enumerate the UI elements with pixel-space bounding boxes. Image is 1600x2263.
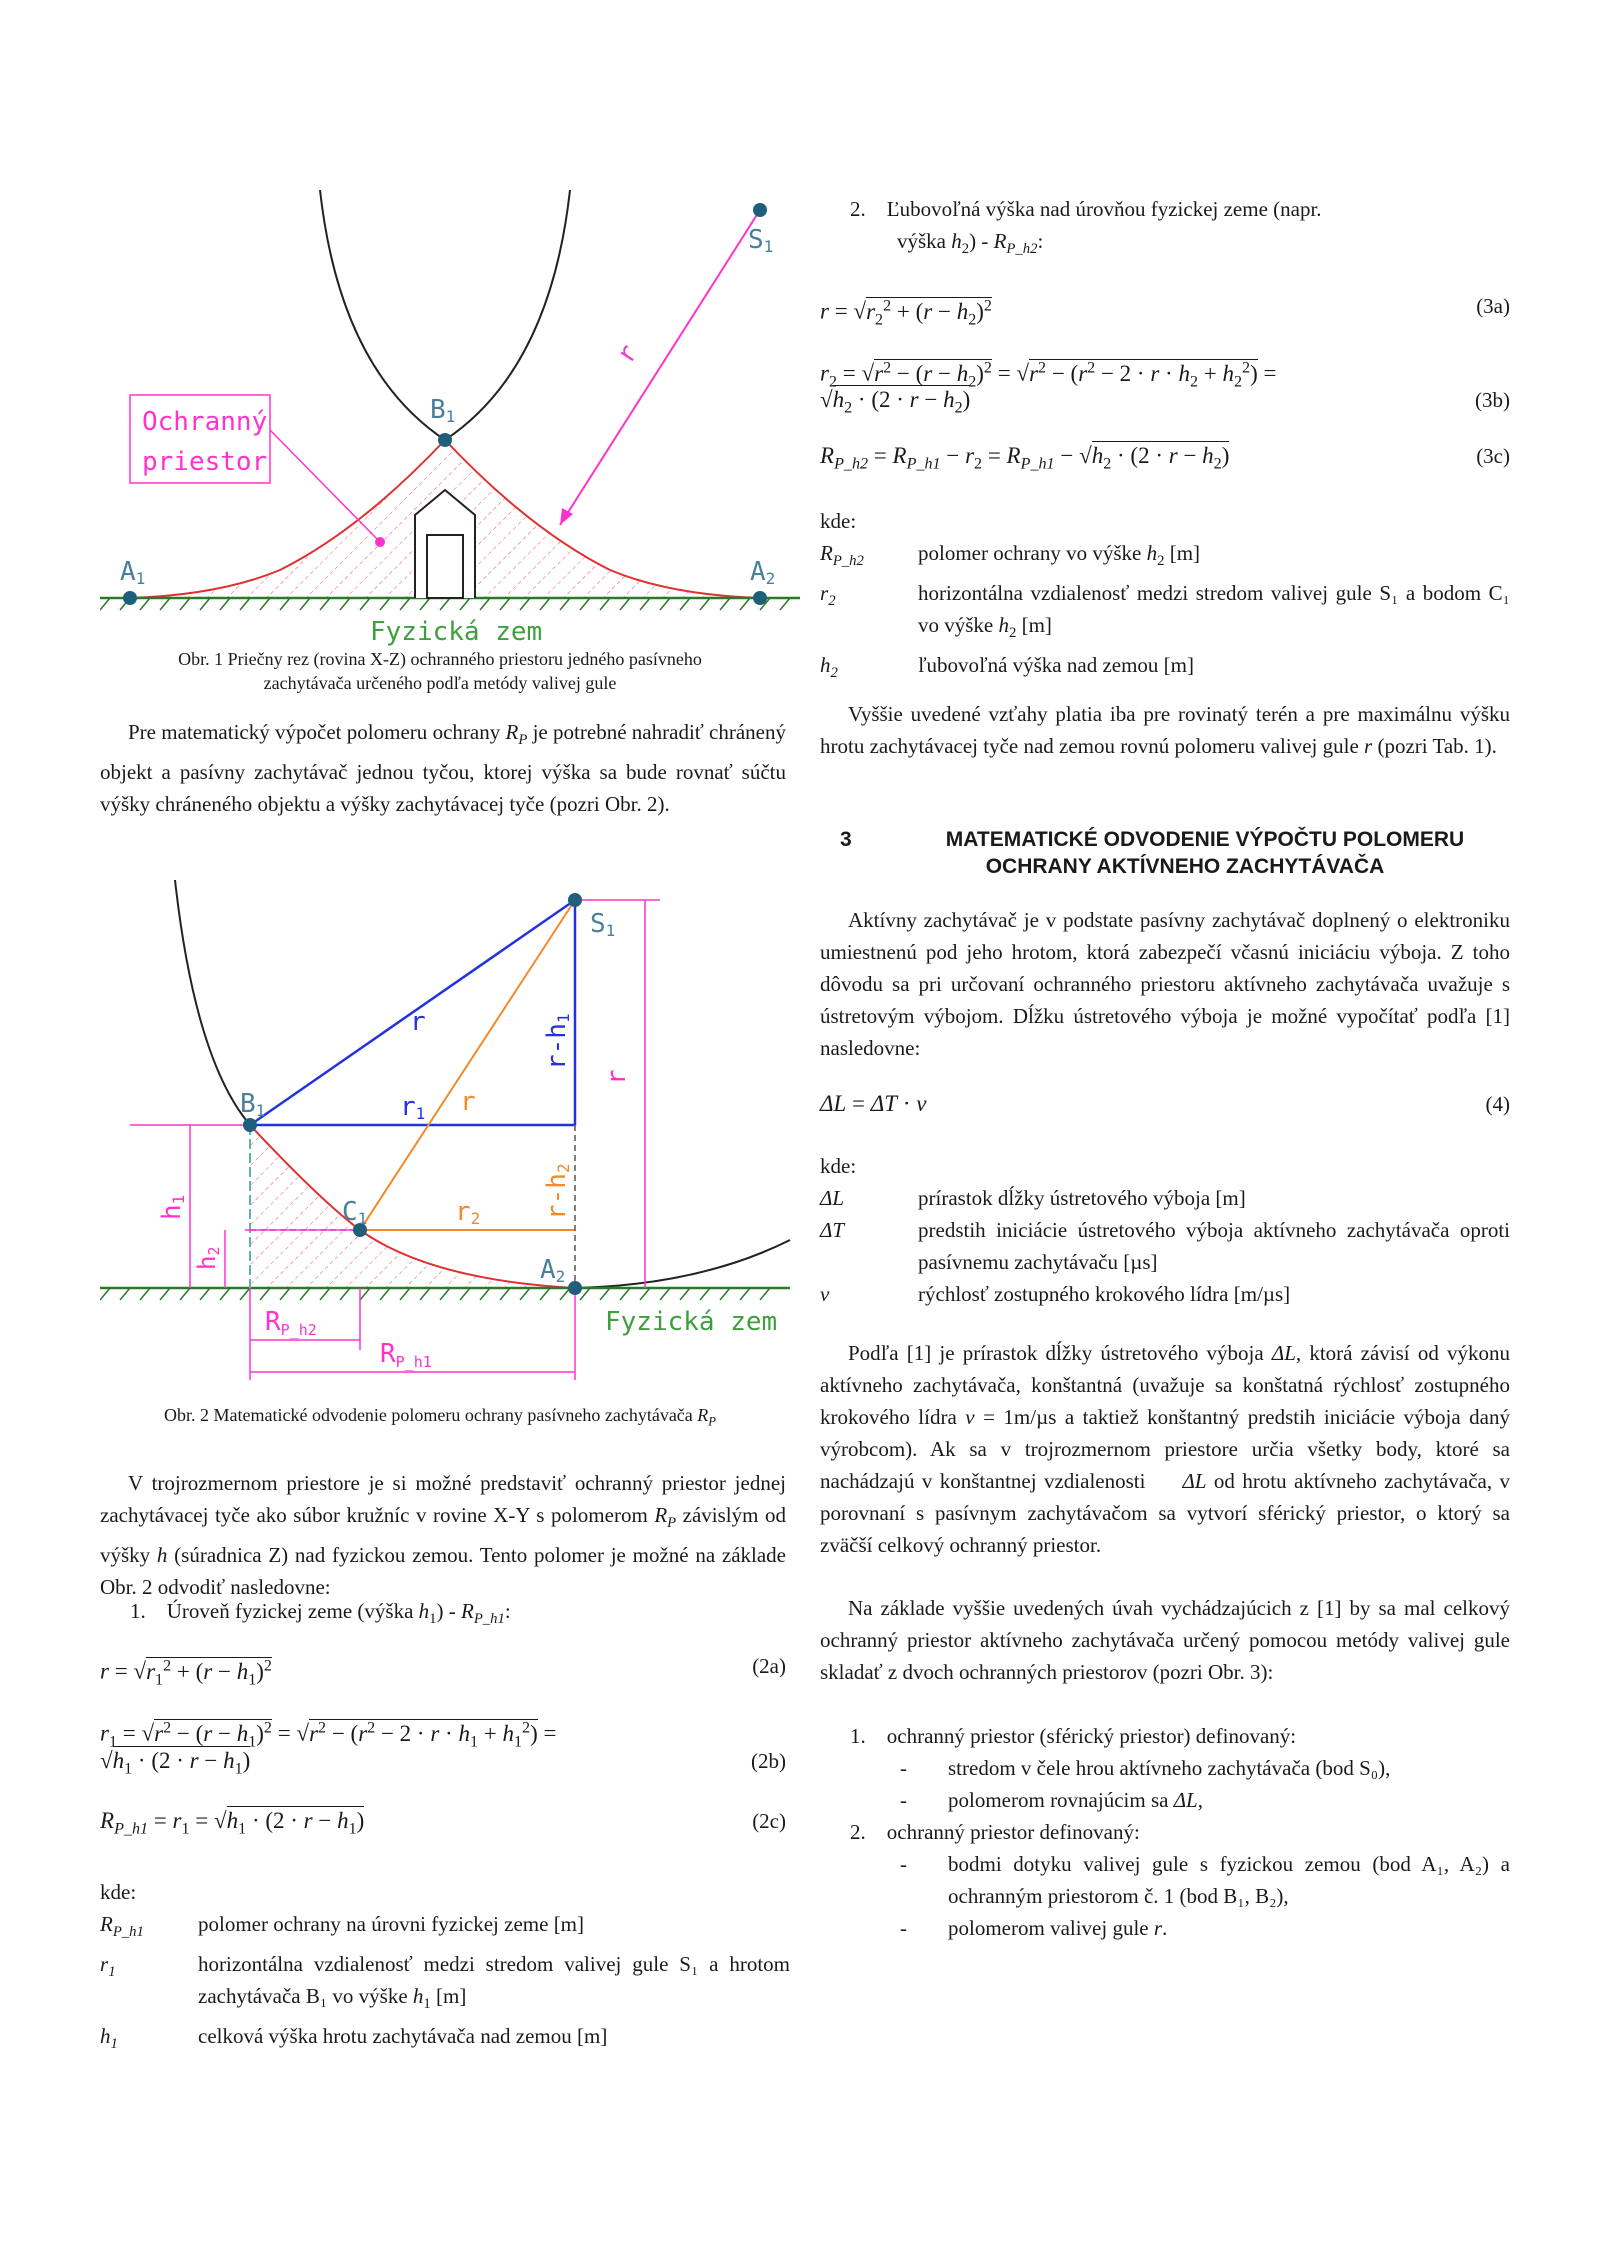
figure-1 <box>100 190 800 660</box>
equation-3b: $r_2 = √r^2 - (r - h_2)^2 = √r^2 - (r^2 - 2 \cdot r \cdot h_2 + h_2^2)$ = <box>820 359 1277 391</box>
label-zone-1: Ochranný <box>142 407 268 437</box>
equation-2a: $r = √r_1^2 + (r - h_1)^2$ (2a) <box>100 1654 786 1689</box>
def-row: $r_1$ horizontálna vzdialenosť medzi stredom valivej gule S₁ a hrotom zachytávača B₁ vo výške $h_1$ [m] <box>100 1952 790 2013</box>
label-s1: S1 <box>590 909 616 940</box>
label-r-h1: r-h1 <box>542 1013 573 1070</box>
label-zone-2: priestor <box>142 447 268 477</box>
point-a2 <box>568 1281 582 1295</box>
fig1-caption-line-2: zachytávača určeného podľa metódy valivej gule <box>263 673 617 693</box>
label-r-h2: r-h2 <box>542 1163 573 1220</box>
list-item: 1. ochranný priestor (sférický priestor) definovaný: <box>850 1724 1297 1748</box>
label-r-orange: r <box>460 1087 476 1117</box>
label-h2: h2 <box>193 1246 223 1270</box>
label-b1: B1 <box>430 395 456 426</box>
equation-4: ΔL = ΔT · v (4) <box>820 1091 1510 1116</box>
kde-label: kde: <box>100 1880 137 1904</box>
equation-3b-cont: $√h_2 \cdot (2 \cdot r - h_2)$ (3b) <box>820 387 1510 417</box>
point-s1 <box>753 203 767 217</box>
equation-2b-cont: $√h_1 \cdot (2 \cdot r - h_1)$ (2b) <box>100 1748 786 1778</box>
label-r: r <box>610 339 645 369</box>
left-list-item-1: 1. Úroveň fyzickej zeme (výška $h_1) - R_{P\_h1}$: <box>130 1599 511 1628</box>
def-row: v rýchlosť zostupného krokového lídra [m/µs] <box>820 1282 1291 1306</box>
def-row: $h_1$ celková výška hrotu zachytávača nad zemou [m] <box>100 2024 608 2053</box>
equation-3a: $r = √r_2^2 + (r - h_2)^2$ (3a) <box>820 294 1510 329</box>
label-a1: A1 <box>120 557 146 588</box>
right-paragraph-2: Aktívny zachytávač je v podstate pasívny zachytávač doplnený o elektroniku umiestnenú pod jeho hrotom, ktorá zabezpečí včasnú iniciáciu výboja. Z toho dôvodu sa pri určovaní ochranného priestoru aktívneho zachytávača uvažuje s ústretovým výbojom. Dĺžku ústretového výboja je možné vypočítať podľa [1] nasledovne: <box>820 908 1510 1060</box>
list-item: - polomerom rovnajúcim sa ΔL, <box>900 1788 1203 1812</box>
right-paragraph-4: Na základe vyššie uvedených úvah vychádzajúcich z [1] by sa mal celkový ochranný priestor aktívneho zachytávača určený pomocou metódy valivej gule skladať z dvoch ochranných priestorov (pozri Obr. 3): <box>820 1596 1510 1684</box>
radius-arrow <box>560 210 760 525</box>
label-ground: Fyzická zem <box>370 617 543 647</box>
def-row: $R_{P\_h1}$ polomer ochrany na úrovni fyzickej zeme [m] <box>100 1912 585 1941</box>
list-item: - stredom v čele hrou aktívneho zachytávača (bod S₀), <box>900 1756 1391 1780</box>
point-a1 <box>123 591 137 605</box>
def-row: $r_2$ horizontálna vzdialenosť medzi stredom valivej gule S₁ a bodom C₁ vo výške $h_2$ [m] <box>820 581 1510 642</box>
point-b1 <box>243 1118 257 1132</box>
right-paragraph-1: Vyššie uvedené vzťahy platia iba pre rovinatý terén a pre maximálnu výšku hrotu zachytávacej tyče nad zemou rovnú polomeru valivej gule r (pozri Tab. 1). <box>820 702 1510 758</box>
rolling-sphere-right-arc <box>445 190 570 440</box>
ground-hatch <box>100 1288 770 1300</box>
label-s1: S1 <box>748 225 774 256</box>
zone-pointer-dot <box>375 537 385 547</box>
left-paragraph-1: Pre matematický výpočet polomeru ochrany $R_P$ je potrebné nahradiť chránený objekt a pasívny zachytávač jednou tyčou, ktorej výška sa bude rovnať súčtu výšky chráneného objektu a výšky zachytávacej tyče (pozri Obr. 2). <box>100 720 786 817</box>
point-s1 <box>568 893 582 907</box>
equation-2b: $r_1 = √r^2 - (r - h_1)^2 = √r^2 - (r^2 - 2 \cdot r \cdot h_1 + h_1^2)$ = <box>100 1719 557 1751</box>
point-b1 <box>438 433 452 447</box>
def-row: ΔL prírastok dĺžky ústretového výboja [m] <box>820 1186 1246 1210</box>
radius-arrowhead <box>560 508 573 525</box>
list-item: - polomerom valivej gule r. <box>900 1916 1168 1940</box>
section-heading: 3 MATEMATICKÉ ODVODENIE VÝPOČTU POLOMERU OCHRANY AKTÍVNEHO ZACHYTÁVAČA <box>840 828 1465 878</box>
def-row: ΔT predstih iniciácie ústretového výboja aktívneho zachytávača oproti pasívnemu zachytávaču [µs] <box>820 1218 1510 1274</box>
label-r-vertical: r <box>602 1069 632 1085</box>
right-list <box>850 1720 1510 1944</box>
label-r2: r2 <box>455 1197 481 1228</box>
fig1-caption <box>90 647 790 695</box>
list-item: 2. ochranný priestor definovaný: <box>850 1820 1140 1844</box>
rolling-sphere-left-arc <box>175 880 250 1125</box>
left-paragraph-2: V trojrozmernom priestore je si možné predstaviť ochranný priestor jednej zachytávacej tyče ako súbor kružníc v rovine X-Y s polomerom $R_P$ závislým od výšky h (súradnica Z) nad fyzickou zemou. Tento polomer je možné na základe Obr. 2 odvodiť nasledovne: <box>100 1471 786 1600</box>
rolling-sphere-bottom-arc <box>575 1240 790 1288</box>
right-paragraph-3: Podľa [1] je prírastok dĺžky ústretového výboja ΔL, ktorá závisí od výkonu aktívneho zachytávača, konštantná (uvažuje sa konštatná rýchlosť zostupného krokového lídra v = 1m/µs a taktiež konštantný predstih iniciácie výboja daný výrobcom). Ak sa v trojrozmernom priestore určia všetky body, ktoré sa nachádzajú v konštantnej vzdialenosti ΔL od hrotu aktívneho zachytávača, v porovnaní s pasívnym zachytávačom sa vytvorí sférický priestor, o ktorý sa zväčší celkový ochranný priestor. <box>820 1341 1510 1557</box>
point-a2 <box>753 591 767 605</box>
rolling-sphere-left-arc <box>320 190 445 440</box>
house-shape <box>415 490 475 598</box>
def-row: $h_2$ ľubovoľná výška nad zemou [m] <box>820 653 1194 682</box>
right-list-item-2: 2. Ľubovoľná výška nad úrovňou fyzickej zeme (napr. výška $h_2) - R_{P\_h2}$: <box>850 197 1322 258</box>
right-definitions <box>820 505 1510 690</box>
fig2-caption: Obr. 2 Matematické odvodenie polomeru ochrany pasívneho zachytávača $R_P$ <box>163 1405 716 1429</box>
dimension-lines <box>130 900 660 1380</box>
label-b1: B1 <box>240 1089 266 1120</box>
equation-3c: $R_{P\_h2} = R_{P\_h1} - r_2 = R_{P\_h1} - √h_2 \cdot (2 \cdot r - h_2)$ (3c) <box>820 443 1510 473</box>
figure-2 <box>100 880 800 1410</box>
kde-label: kde: <box>820 1154 857 1178</box>
label-a2: A2 <box>540 1255 566 1286</box>
fig1-caption-line-1: Obr. 1 Priečny rez (rovina X-Z) ochranného priestoru jedného pasívneho <box>178 649 702 669</box>
label-h1: h1 <box>157 1194 188 1220</box>
label-rp-h1: RP_h1 <box>380 1339 432 1371</box>
left-definitions <box>100 1876 790 2061</box>
label-rp-h2: RP_h2 <box>265 1307 317 1339</box>
right-definitions-2 <box>820 1150 1510 1310</box>
zone-pointer <box>270 430 380 542</box>
label-r1: r1 <box>400 1092 426 1123</box>
def-row: $R_{P\_h2}$ polomer ochrany vo výške $h_2$ [m] <box>820 541 1201 570</box>
equation-2c: $R_{P\_h1} = r_1 = √h_1 \cdot (2 \cdot r - h_1)$ (2c) <box>100 1808 786 1838</box>
ground-hatch <box>100 598 790 610</box>
label-ground: Fyzická zem <box>605 1307 778 1337</box>
list-item: - bodmi dotyku valivej gule s fyzickou zemou (bod A₁, A₂) a ochranným priestorom č. 1 (bod B₁, B₂), <box>900 1852 1510 1908</box>
label-r-blue: r <box>410 1007 426 1037</box>
label-a2: A2 <box>750 557 776 588</box>
kde-label: kde: <box>820 509 857 533</box>
label-c1: C1 <box>342 1197 368 1228</box>
